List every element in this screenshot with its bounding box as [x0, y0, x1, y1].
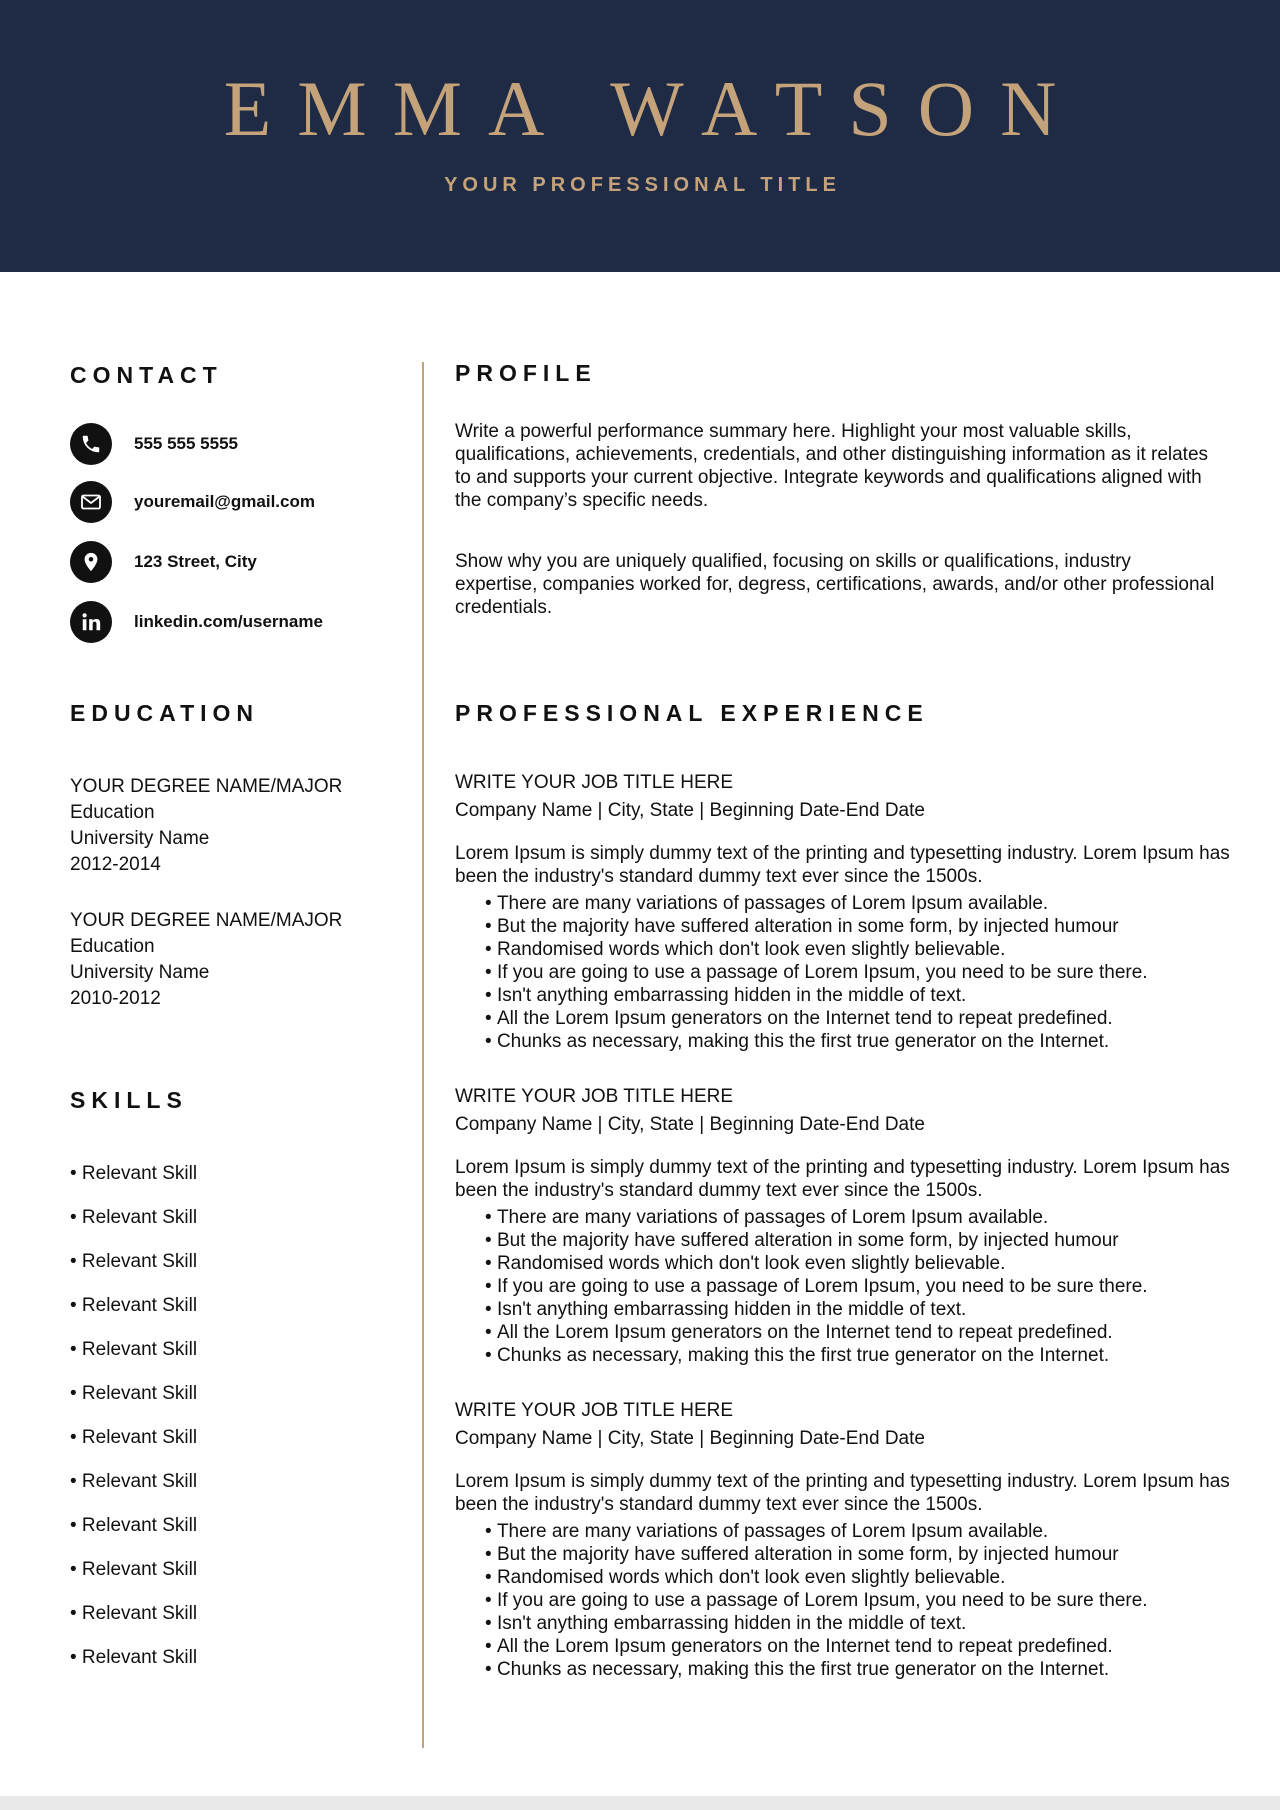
- profile-qualifications: Show why you are uniquely qualified, focusing on skills or qualifications, industry expertise, companies worked for, degress, certifications, awards, and/or other professional credentials.: [455, 551, 1215, 618]
- experience-heading: PROFESSIONAL EXPERIENCE: [455, 700, 929, 726]
- job-title: WRITE YOUR JOB TITLE HERE: [455, 1086, 734, 1107]
- email-address[interactable]: youremail@gmail.com: [134, 492, 315, 511]
- job-bullets: [455, 1206, 1245, 1367]
- skill-item: • Relevant Skill: [70, 1383, 198, 1404]
- job-bullet: • All the Lorem Ipsum generators on the Internet tend to repeat predefined.: [485, 1635, 1245, 1658]
- phone-number: 555 555 5555: [134, 434, 238, 453]
- degree-name: YOUR DEGREE NAME/MAJOR: [70, 776, 343, 797]
- job-bullets: [455, 892, 1245, 1053]
- skill-item: • Relevant Skill: [70, 1647, 198, 1668]
- job-bullet: • Randomised words which don't look even slightly believable.: [485, 938, 1245, 961]
- job-bullet: • There are many variations of passages of Lorem Ipsum available.: [485, 1206, 1245, 1229]
- skill-item: • Relevant Skill: [70, 1251, 198, 1272]
- job-bullet: • Isn't anything embarrassing hidden in the middle of text.: [485, 1298, 1245, 1321]
- linkedin-icon: [70, 601, 112, 643]
- degree-field: Education: [70, 802, 155, 823]
- job-entry: [455, 1399, 1245, 1681]
- skill-item: • Relevant Skill: [70, 1207, 198, 1228]
- skill-item: • Relevant Skill: [70, 1295, 198, 1316]
- job-entry: [455, 1085, 1245, 1367]
- education-heading: EDUCATION: [70, 700, 260, 726]
- skill-item: • Relevant Skill: [70, 1559, 198, 1580]
- university-name: University Name: [70, 828, 210, 849]
- profile-heading: PROFILE: [455, 360, 597, 386]
- contact-heading: CONTACT: [70, 362, 223, 388]
- job-bullet: • There are many variations of passages of Lorem Ipsum available.: [485, 1520, 1245, 1543]
- job-bullet: • There are many variations of passages of Lorem Ipsum available.: [485, 892, 1245, 915]
- candidate-name: EMMA WATSON: [223, 65, 1083, 152]
- column-divider: [422, 362, 424, 1748]
- education-entry: [70, 908, 342, 1012]
- education-years: 2010-2012: [70, 988, 161, 1009]
- page-bottom-strip: [0, 1796, 1280, 1810]
- job-bullet: • Chunks as necessary, making this the first true generator on the Internet.: [485, 1030, 1245, 1053]
- linkedin-url[interactable]: linkedin.com/username: [134, 612, 323, 631]
- job-bullet: • Isn't anything embarrassing hidden in the middle of text.: [485, 984, 1245, 1007]
- contact-address: [70, 541, 257, 583]
- job-bullet: • If you are going to use a passage of Lorem Ipsum, you need to be sure there.: [485, 1589, 1245, 1612]
- skill-item: • Relevant Skill: [70, 1603, 198, 1624]
- job-bullet: • Isn't anything embarrassing hidden in the middle of text.: [485, 1612, 1245, 1635]
- job-description: Lorem Ipsum is simply dummy text of the printing and typesetting industry. Lorem Ipsum has been the industry's standard dummy text ever since the 1500s.: [455, 1157, 1230, 1201]
- education-years: 2012-2014: [70, 854, 161, 875]
- profile-summary: Write a powerful performance summary here. Highlight your most valuable skills, qualifications, achievements, credentials, and other distinguishing information as it relates to and supports your current objective. Integrate keywords and qualifications aligned with the company’s specific needs.: [455, 421, 1209, 511]
- job-company-line: Company Name | City, State | Beginning Date-End Date: [455, 1114, 925, 1135]
- contact-email: [70, 481, 315, 523]
- degree-field: Education: [70, 936, 155, 957]
- skills-list: [70, 1160, 197, 1688]
- phone-icon: [70, 423, 112, 465]
- skill-item: • Relevant Skill: [70, 1471, 198, 1492]
- degree-name: YOUR DEGREE NAME/MAJOR: [70, 910, 343, 931]
- skill-item: • Relevant Skill: [70, 1339, 198, 1360]
- job-bullet: • But the majority have suffered alteration in some form, by injected humour: [485, 1543, 1245, 1566]
- professional-title: YOUR PROFESSIONAL TITLE: [444, 174, 841, 196]
- skill-item: • Relevant Skill: [70, 1163, 198, 1184]
- skill-item: • Relevant Skill: [70, 1515, 198, 1536]
- job-company-line: Company Name | City, State | Beginning Date-End Date: [455, 800, 925, 821]
- job-bullet: • Randomised words which don't look even slightly believable.: [485, 1566, 1245, 1589]
- job-description: Lorem Ipsum is simply dummy text of the printing and typesetting industry. Lorem Ipsum has been the industry's standard dummy text ever since the 1500s.: [455, 1471, 1230, 1515]
- job-title: WRITE YOUR JOB TITLE HERE: [455, 1400, 734, 1421]
- university-name: University Name: [70, 962, 210, 983]
- job-bullet: • All the Lorem Ipsum generators on the Internet tend to repeat predefined.: [485, 1007, 1245, 1030]
- job-company-line: Company Name | City, State | Beginning Date-End Date: [455, 1428, 925, 1449]
- job-bullet: • Randomised words which don't look even slightly believable.: [485, 1252, 1245, 1275]
- job-bullet: • But the majority have suffered alteration in some form, by injected humour: [485, 1229, 1245, 1252]
- job-bullet: • Chunks as necessary, making this the first true generator on the Internet.: [485, 1658, 1245, 1681]
- job-bullets: [455, 1520, 1245, 1681]
- job-bullet: • Chunks as necessary, making this the first true generator on the Internet.: [485, 1344, 1245, 1367]
- skill-item: • Relevant Skill: [70, 1427, 198, 1448]
- contact-phone: [70, 423, 238, 465]
- job-entry: [455, 771, 1245, 1053]
- job-title: WRITE YOUR JOB TITLE HERE: [455, 772, 734, 793]
- street-address: 123 Street, City: [134, 552, 257, 571]
- job-description: Lorem Ipsum is simply dummy text of the printing and typesetting industry. Lorem Ipsum has been the industry's standard dummy text ever since the 1500s.: [455, 843, 1230, 887]
- job-bullet: • If you are going to use a passage of Lorem Ipsum, you need to be sure there.: [485, 1275, 1245, 1298]
- job-bullet: • All the Lorem Ipsum generators on the Internet tend to repeat predefined.: [485, 1321, 1245, 1344]
- resume-header: [0, 0, 1280, 272]
- contact-linkedin: [70, 601, 323, 643]
- job-bullet: • But the majority have suffered alteration in some form, by injected humour: [485, 915, 1245, 938]
- job-bullet: • If you are going to use a passage of Lorem Ipsum, you need to be sure there.: [485, 961, 1245, 984]
- mail-icon: [70, 481, 112, 523]
- location-pin-icon: [70, 541, 112, 583]
- education-entry: [70, 774, 342, 878]
- skills-heading: SKILLS: [70, 1087, 188, 1113]
